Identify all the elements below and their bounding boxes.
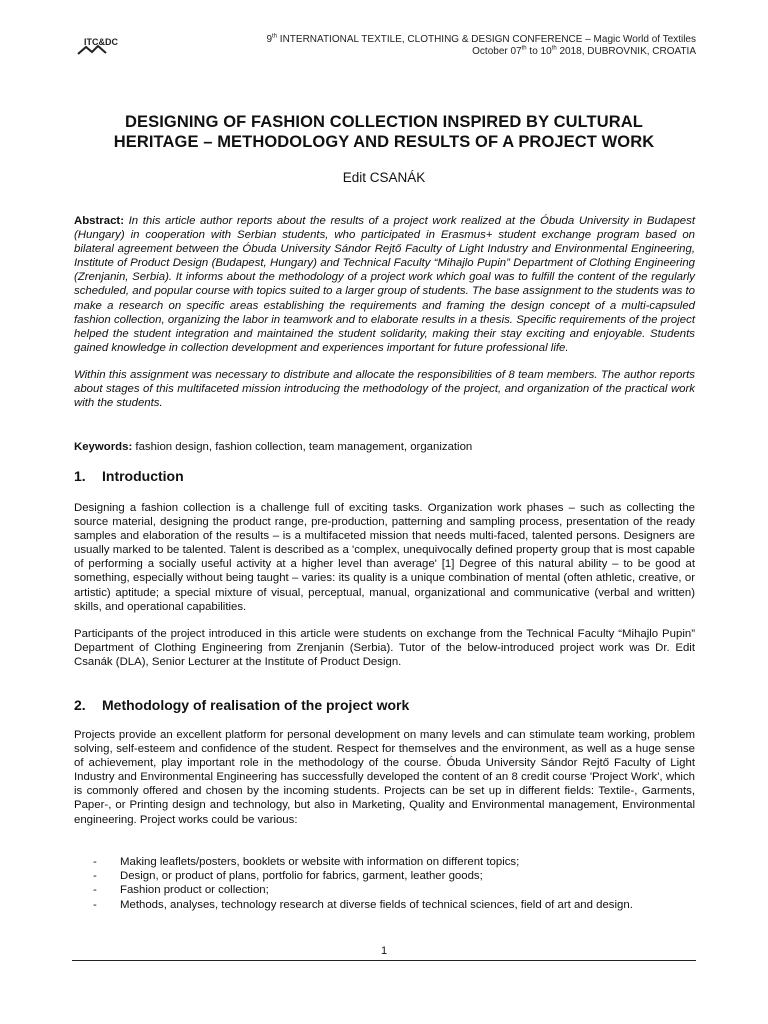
logo-text: ITC&DC: [84, 37, 118, 47]
section-1-title: Introduction: [102, 468, 184, 484]
section-2-number: 2.: [74, 697, 86, 713]
section-2-title: Methodology of realisation of the project work: [102, 697, 410, 713]
conference-info: [266, 34, 696, 58]
abstract-text: In this article author reports about the results of a project work realized at the Óbuda University in Budapest (Hungary) in cooperation with Serbian students, who participated in Erasmus+ student exchange program based on bilateral agreement between the Óbuda University Sándor Rejtő Faculty of Light Industry and Environmental Engineering, Institute of Product Design (Budapest, Hungary) and Technical Faculty “Mihajlo Pupin” Department of Clothing Engineering (Zrenjanin, Serbia). It informs about the methodology of a project work which goal was to fulfill the content of the regularly scheduled, and popular course with topics suited to a larger group of students. The base assignment to the students was to make a research on specific areas establishing the requirements and framing the design concept of a multi-capsuled fashion collection, organizing the labor in teamwork and to elaborate results in a thesis. Specific requirements of the project helped the student integration and maintained the student solidarity, making their stay exciting and enjoyable. Students gained knowledge in collection development and experiences important for future professional life.: [74, 215, 695, 354]
abstract-label: Abstract:: [74, 215, 125, 227]
section-2-paragraph-1: Projects provide an excellent platform for personal development on many levels and can stimulate team working, problem solving, self-esteem and confidence of the student. Respect for themselves and the environment, as well as a huge sense of achievement, play important role in the methodology of the course. Óbuda University Sándor Rejtő Faculty of Light Industry and Environmental Engineering has successfully developed the content of an 8 credit course 'Project Work', which is commonly offered and chosen by the incoming students. Projects can be set up in different fields: Textile-, Garments, Paper-, or Printing design and technology, but also in Marketing, Quality and Environmental management, Environmental engineering. Project works could be various:: [74, 729, 695, 826]
section-1-number: 1.: [74, 468, 86, 484]
list-dash: -: [93, 898, 97, 911]
conference-name: 9th INTERNATIONAL TEXTILE, CLOTHING & DESIGN CONFERENCE – Magic World of Textiles: [266, 33, 696, 45]
section-1-paragraph-1: Designing a fashion collection is a challenge full of exciting tasks. Organization work phases – such as collecting the source material, designing the product range, pre-production, patterning and sampling process, presentation of the ready samples and elaboration of the results – is a multifaceted mission that needs multi-faced, talented persons. Designers are usually marked to be talented. Talent is described as a 'complex, unequivocally defined property group that is most capable of performing a socially useful activity at a higher level than average' [1] Degree of this natural ability – to be good at something, especially without being taught – varies: its quality is a unique combination of mental (often athletic, creative, or artistic) aptitude; a special mixture of visual, perceptual, manual, organizational and communicative (verbal and written) skills, and operational capabilities.: [74, 502, 695, 613]
keywords-label: Keywords:: [74, 441, 133, 453]
conference-dates: October 07th to 10th 2018, DUBROVNIK, CROATIA: [472, 45, 696, 57]
keywords-text: fashion design, fashion collection, team management, organization: [132, 441, 473, 453]
title-line-1: DESIGNING OF FASHION COLLECTION INSPIRED BY CULTURAL: [125, 113, 643, 131]
list-dash: -: [93, 884, 97, 897]
abstract-paragraph-1: [74, 214, 695, 355]
author-name: Edit CSANÁK: [342, 170, 426, 185]
project-types-list: [74, 855, 695, 912]
section-2-body: [74, 728, 695, 840]
conference-logo: [76, 36, 118, 56]
section-1-heading: [74, 468, 184, 484]
list-item: - Design, or product of plans, portfolio for fabrics, garment, leather goods;: [93, 870, 483, 883]
keywords: [74, 440, 695, 454]
page-number: 1: [380, 945, 388, 957]
abstract-paragraph-2: Within this assignment was necessary to distribute and allocate the responsibilities of 8 team members. The author reports about stages of this multifaceted mission introducing the methodology of the project, and organization of the practical work with the students.: [74, 368, 695, 410]
section-1-body: [74, 501, 695, 682]
list-item: - Making leaflets/posters, booklets or website with information on different topics;: [93, 856, 520, 868]
itcdc-logo-icon: [76, 36, 118, 56]
section-2-heading: [74, 697, 409, 713]
title-line-2: HERITAGE – METHODOLOGY AND RESULTS OF A PROJECT WORK: [113, 133, 655, 151]
list-item: - Methods, analyses, technology research at diverse fields of technical sciences, field of art and design.: [93, 898, 633, 911]
paper-title: [72, 112, 696, 152]
abstract: [74, 214, 695, 423]
section-1-paragraph-2: Participants of the project introduced in this article were students on exchange from the Technical Faculty “Mihajlo Pupin” Department of Clothing Engineering from Zrenjanin (Serbia). Tutor of the below-introduced project work was Dr. Edit Csanák (DLA), Senior Lecturer at the Institute of Product Design.: [74, 627, 695, 668]
list-dash: -: [93, 856, 97, 868]
list-item: - Fashion product or collection;: [93, 884, 269, 897]
conference-header: [72, 34, 696, 64]
list-dash: -: [93, 870, 97, 883]
footer-divider: [72, 960, 696, 961]
